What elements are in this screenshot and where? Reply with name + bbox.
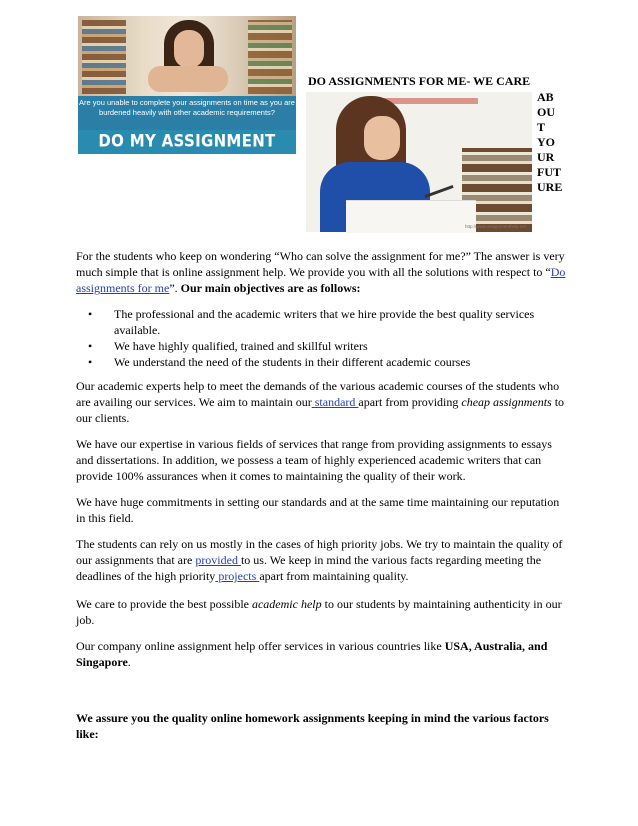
list-item: • We have highly qualified, trained and skillful writers: [88, 339, 368, 353]
about-your-future-text: AB OU T YO UR FUT URE: [537, 90, 563, 194]
banner-image: [78, 16, 296, 178]
provided-link[interactable]: provided: [195, 553, 241, 567]
expertise-paragraph: We have our expertise in various fields of services that range from providing assignments to essays and dissertations. In addition, we possess a team of highly experienced academic writers that can provide 100% assurances when it comes to maintaining the quality of their work.: [76, 437, 552, 483]
do-assignments-link[interactable]: Do assignments for me: [76, 265, 566, 295]
assure-paragraph: We assure you the quality online homework assignments keeping in mind the various factors like:: [76, 711, 549, 741]
banner-caption: Are you unable to complete your assignments on time as you are burdened heavily with other academic requirements?: [78, 96, 296, 130]
student-writing-photo: [306, 92, 532, 232]
priority-paragraph: The students can rely on us mostly in the cases of high priority jobs. We try to maintain the quality of our assignments that are provided to us. We keep in mind the various facts regarding meeting the deadlines of the high priority projects apart from maintaining quality.: [76, 537, 563, 583]
page-title: DO ASSIGNMENTS FOR ME- WE CARE: [308, 74, 531, 88]
commitments-paragraph: We have huge commitments in setting our standards and at the same time maintaining our reputation in this field.: [76, 495, 560, 525]
experts-paragraph: Our academic experts help to meet the demands of the various academic courses of the students who are availing our services. We aim to maintain our standard apart from providing cheap assignments to our clients.: [76, 379, 565, 425]
book-stack-left: [82, 20, 126, 94]
intro-paragraph: For the students who keep on wondering “Who can solve the assignment for me?” The answer is very much simple that is online assignment help. We provide you with all the solutions with respect to “Do assignments for me”. Our main objectives are as follows:: [76, 249, 566, 295]
photo-watermark: http://www.assignmenthelp.net: [464, 224, 526, 229]
standard-link[interactable]: standard: [311, 395, 359, 409]
list-item: • We understand the need of the students in their different academic courses: [88, 355, 471, 369]
book-stack-right: [248, 20, 292, 94]
list-item: • The professional and the academic writers that we hire provide the best quality services available.: [88, 307, 535, 337]
countries-paragraph: Our company online assignment help offer services in various countries like USA, Australia, and Singapore.: [76, 639, 548, 669]
care-paragraph: We care to provide the best possible academic help to our students by maintaining authenticity in our job.: [76, 597, 562, 627]
banner-headline: DO MY ASSIGNMENT FOR ME: [78, 130, 296, 154]
bullet-icon: •: [88, 307, 93, 321]
bullet-icon: •: [88, 355, 93, 369]
projects-link[interactable]: projects: [215, 569, 260, 583]
bullet-icon: •: [88, 339, 93, 353]
